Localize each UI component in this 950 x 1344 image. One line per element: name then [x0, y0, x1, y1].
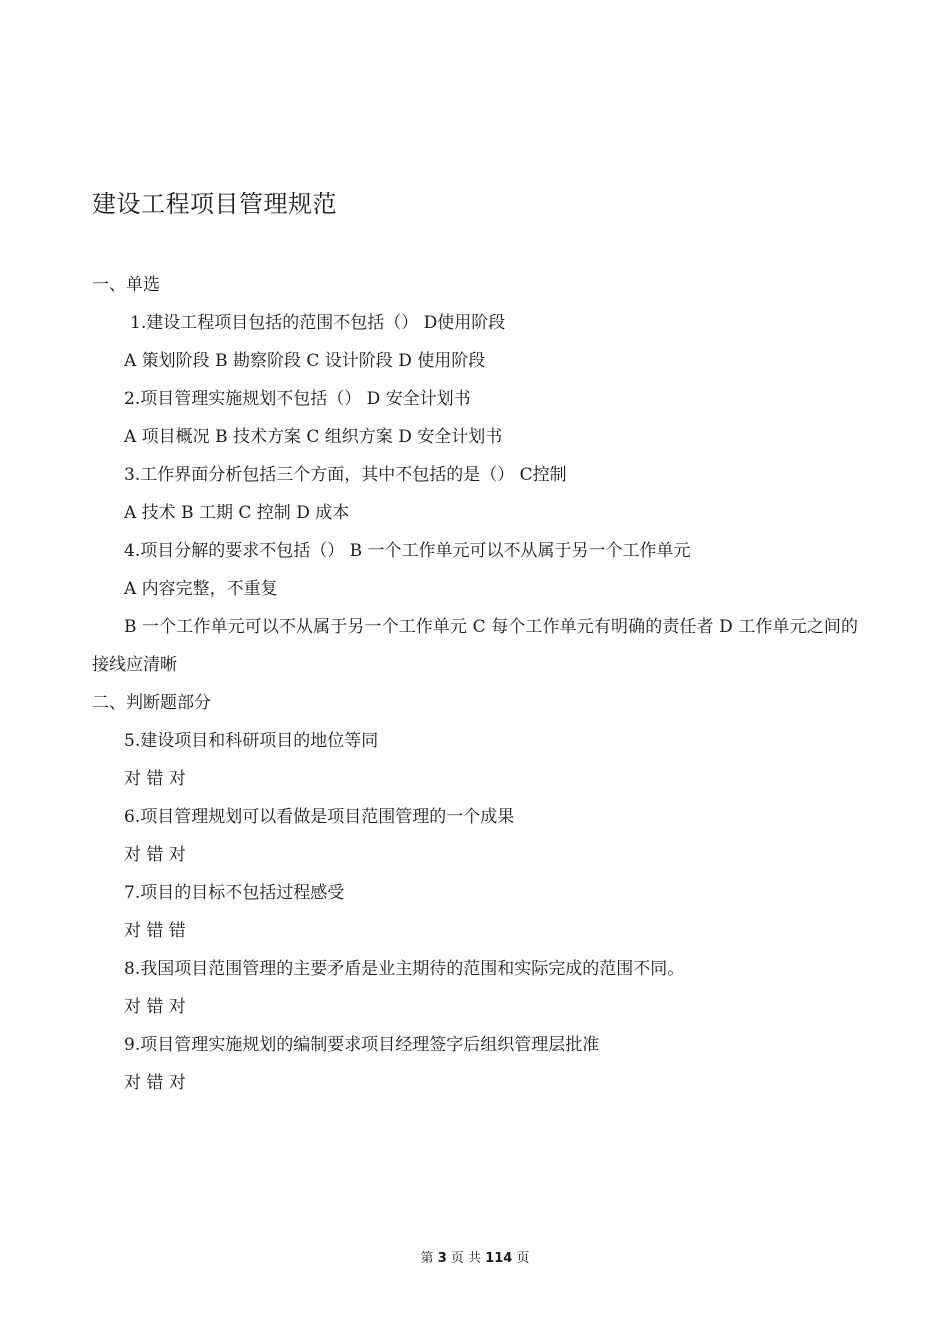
- question-9: 9.项目管理实施规划的编制要求项目经理签字后组织管理层批准: [124, 1035, 600, 1055]
- question-1-options: A 策划阶段 B 勘察阶段 C 设计阶段 D 使用阶段: [124, 351, 486, 371]
- question-9-answer: 对 错 对: [124, 1073, 186, 1093]
- question-8: 8.我国项目范围管理的主要矛盾是业主期待的范围和实际完成的范围不同。: [124, 959, 685, 979]
- question-7-answer: 对 错 错: [124, 921, 186, 941]
- question-5: 5.建设项目和科研项目的地位等同: [124, 731, 379, 751]
- footer-prefix: 第: [420, 1251, 434, 1266]
- question-4-options-bcd: B 一个工作单元可以不从属于另一个工作单元 C 每个工作单元有明确的责任者 D 工作单元之间的接线应清晰: [92, 617, 858, 675]
- question-8-answer: 对 错 对: [124, 997, 186, 1017]
- section-heading-true-false: 二、判断题部分: [92, 693, 211, 713]
- question-6-answer: 对 错 对: [124, 845, 186, 865]
- question-3: 3.工作界面分析包括三个方面，其中不包括的是（） C控制: [124, 465, 567, 485]
- question-7: 7.项目的目标不包括过程感受: [124, 883, 345, 903]
- page-footer: [0, 1250, 950, 1268]
- document-body: [92, 266, 858, 1102]
- question-3-options: A 技术 B 工期 C 控制 D 成本: [124, 503, 350, 523]
- question-2-options: A 项目概况 B 技术方案 C 组织方案 D 安全计划书: [124, 427, 503, 447]
- section-heading-single-choice: 一、单选: [92, 275, 160, 295]
- footer-middle: 页 共: [450, 1251, 482, 1266]
- question-1: 1.建设工程项目包括的范围不包括（） D使用阶段: [130, 313, 506, 333]
- question-4: 4.项目分解的要求不包括（） B 一个工作单元可以不从属于另一个工作单元: [124, 541, 691, 561]
- total-page-count: 114: [485, 1251, 513, 1266]
- current-page-number: 3: [437, 1251, 447, 1266]
- question-6: 6.项目管理规划可以看做是项目范围管理的一个成果: [124, 807, 515, 827]
- question-2: 2.项目管理实施规划不包括（） D 安全计划书: [124, 389, 471, 409]
- footer-suffix: 页: [516, 1251, 530, 1266]
- question-5-answer: 对 错 对: [124, 769, 186, 789]
- document-title: 建设工程项目管理规范: [92, 190, 337, 218]
- question-4-option-a: A 内容完整，不重复: [124, 579, 278, 599]
